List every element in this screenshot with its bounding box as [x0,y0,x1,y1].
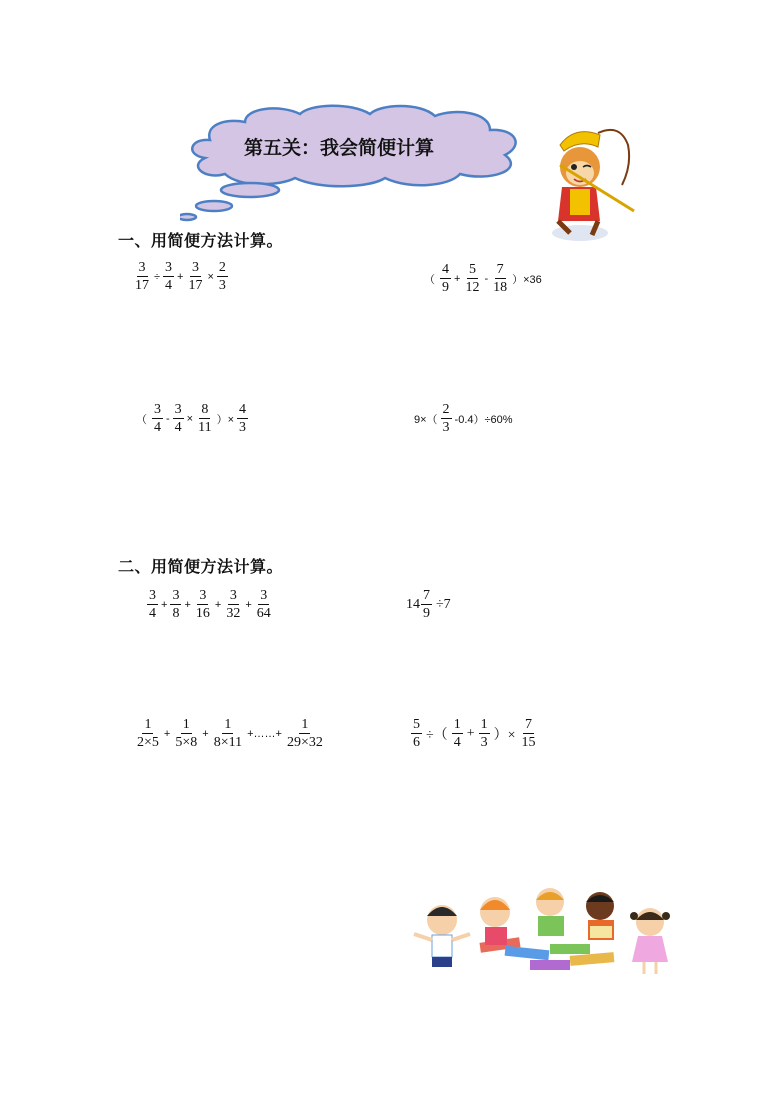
problem-2-1: $\frac{3}{4}$ + $\frac{3}{8}$ + $\frac{3}{16}$ + $\frac{3}{32}$ + $\frac{3}{64}$ [149,588,271,621]
fraction: $\frac{3}{32}$ [226,588,241,621]
children-reading-illustration [410,882,678,977]
fraction: $\frac{2}{3}$ [442,402,450,435]
cloud-icon [180,100,530,225]
fraction: $\frac{7}{18}$ [493,262,508,295]
section-heading-2: 二、用简便方法计算。 [118,557,284,576]
problem-1-2: （ $\frac{4}{9}$ + $\frac{5}{12}$ - $\frac{7}{18}$ ）×36 [424,262,542,295]
children-reading-icon [410,882,678,977]
fraction: $\frac{1}{29\times 32}$ [286,717,323,750]
fraction: $\frac{3}{17}$ [135,260,149,293]
fraction: $\frac{4}{9}$ [442,262,449,295]
problem-1-4: 9×（ $\frac{2}{3}$ -0.4）÷60% [414,402,513,435]
fraction: $\frac{3}{16}$ [195,588,210,621]
fraction: $\frac{7}{15}$ [521,717,536,750]
problem-1-3: （ $\frac{3}{4}$ - $\frac{3}{4}$ × $\frac{8}{11}$ ）× $\frac{4}{3}$ [136,402,247,435]
section-heading-1: 一、用简便方法计算。 [118,231,284,250]
fraction: $\frac{1}{2\times 5}$ [137,717,159,750]
page-title: 第五关：我会简便计算 [243,137,434,159]
fraction: $\frac{1}{4}$ [453,717,461,750]
fraction: $\frac{1}{5\times 8}$ [175,717,198,750]
problem-2-4: $\frac{5}{6}$ ÷（ $\frac{1}{4}$ + $\frac{1}{3}$ ）× $\frac{7}{15}$ [413,717,536,750]
fraction: $\frac{3}{4}$ [165,260,173,293]
fraction: $\frac{5}{6}$ [413,717,420,750]
fraction: $\frac{3}{17}$ [188,260,203,293]
problem-2-3: $\frac{1}{2\times 5}$ + $\frac{1}{5\times 8}$ + $\frac{1}{8\times 11}$ +……+ $\frac{1}{29\times 32}$ [137,717,323,750]
fraction: $\frac{1}{3}$ [480,717,488,750]
monkey-king-icon [540,125,640,245]
monkey-king-illustration [540,125,640,245]
fraction: $\frac{3}{4}$ [154,402,161,435]
fraction: $\frac{4}{3}$ [239,402,247,435]
fraction: $\frac{3}{4}$ [174,402,182,435]
fraction: $\frac{3}{64}$ [256,588,271,621]
fraction: $\frac{3}{4}$ [149,588,156,621]
fraction: $\frac{8}{11}$ [198,402,212,435]
fraction: $\frac{1}{8\times 11}$ [213,717,243,750]
fraction: $\frac{3}{8}$ [172,588,180,621]
problem-1-1: $\frac{3}{17}$ ÷ $\frac{3}{4}$ + $\frac{3}{17}$ × $\frac{2}{3}$ [135,260,226,293]
problem-2-2: 14 $\frac{7}{9}$ ÷7 [406,588,451,621]
fraction: $\frac{7}{9}$ [423,588,430,621]
title-cloud [180,100,530,225]
fraction: $\frac{5}{12}$ [465,262,480,295]
fraction: $\frac{2}{3}$ [218,260,226,293]
